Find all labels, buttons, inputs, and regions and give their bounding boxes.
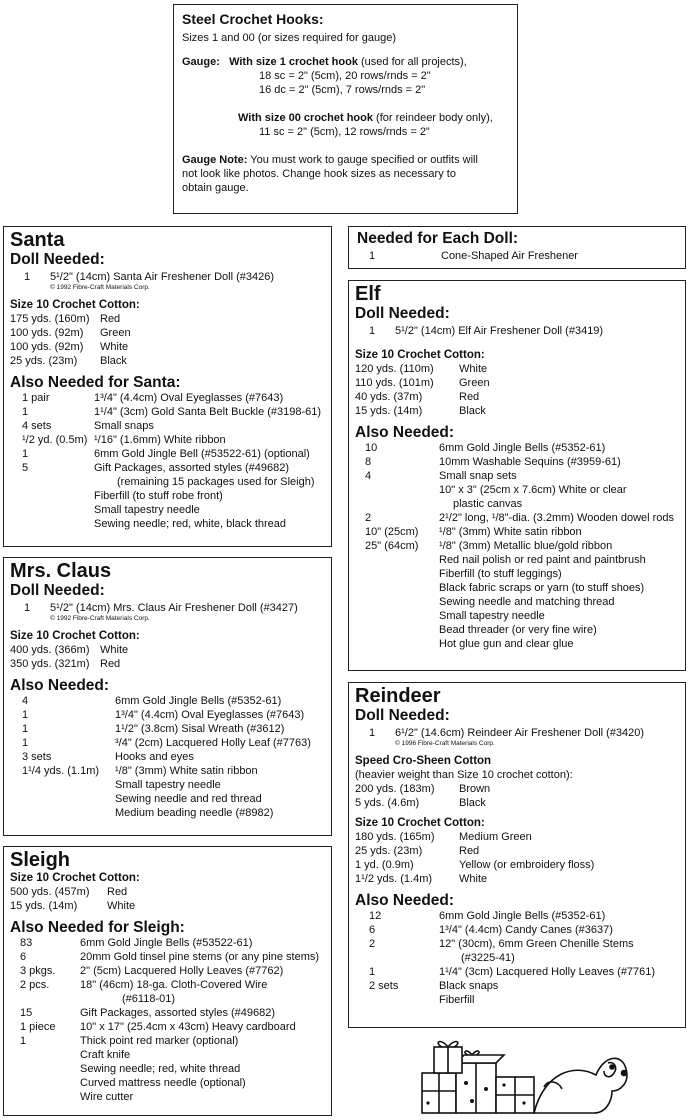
each-doll-heading: Needed for Each Doll: xyxy=(357,230,519,247)
mrs-claus-title: Mrs. Claus xyxy=(10,560,112,582)
gauge1-a: 18 sc = 2" (5cm), 20 rows/rnds = 2" xyxy=(259,70,431,82)
desc: Green xyxy=(100,327,131,339)
list-item xyxy=(355,844,679,858)
qty: 400 yds. (366m) xyxy=(10,644,90,656)
qty: 1¹/4 yds. (1.1m) xyxy=(22,765,100,777)
list-item xyxy=(10,1090,325,1104)
sleigh-cotton-heading: Size 10 Crochet Cotton: xyxy=(10,872,140,884)
qty: 25" (64cm) xyxy=(365,540,419,552)
list-item xyxy=(355,511,679,525)
list-item xyxy=(10,419,325,433)
gauge-note-3: obtain gauge. xyxy=(182,182,249,194)
desc: Small tapestry needle xyxy=(94,504,200,516)
mrs-doll-heading: Doll Needed: xyxy=(10,582,105,599)
qty: 120 yds. (110m) xyxy=(355,363,434,375)
hooks-title: Steel Crochet Hooks: xyxy=(182,11,324,27)
qty: 1¹/2 yds. (1.4m) xyxy=(355,873,433,885)
desc: Black fabric scraps or yarn (to stuff shoes) xyxy=(439,582,645,594)
qty: 3 pkgs. xyxy=(20,965,56,977)
reindeer-doll-heading: Doll Needed: xyxy=(355,707,450,724)
elf-box xyxy=(348,280,686,671)
desc: Black xyxy=(459,405,486,417)
list-item xyxy=(355,483,679,497)
desc: 6mm Gold Jingle Bell (#53522-61) (optional) xyxy=(94,448,310,460)
list-item xyxy=(355,553,679,567)
desc: White xyxy=(100,341,129,353)
qty: 1 xyxy=(369,727,376,739)
desc: Medium beading needle (#8982) xyxy=(115,807,274,819)
qty: 200 yds. (183m) xyxy=(355,783,435,795)
qty: 15 xyxy=(20,1007,33,1019)
desc: Cone-Shaped Air Freshener xyxy=(441,250,578,262)
qty: 1 xyxy=(24,602,31,614)
elf-cotton-list xyxy=(355,362,679,418)
hooks-sizes: Sizes 1 and 00 (or sizes required for gauge) xyxy=(182,32,397,44)
qty: 1 yd. (0.9m) xyxy=(355,859,414,871)
list-item xyxy=(355,872,679,886)
desc: 2¹/2" long, ¹/8"-dia. (3.2mm) Wooden dowel rods xyxy=(439,512,675,524)
list-item xyxy=(10,950,325,964)
qty: 1 xyxy=(24,271,31,283)
desc: Medium Green xyxy=(459,831,532,843)
desc: Hot glue gun and clear glue xyxy=(439,638,574,650)
list-item xyxy=(10,433,325,447)
list-item xyxy=(355,937,679,951)
qty: 110 yds. (101m) xyxy=(355,377,434,389)
desc: 5¹/2" (14cm) Mrs. Claus Air Freshener Doll (#3427) xyxy=(50,602,298,614)
desc: 12" (30cm), 6mm Green Chenille Stems xyxy=(439,938,634,950)
desc: Sewing needle; red, white thread xyxy=(80,1063,241,1075)
list-item xyxy=(355,390,679,404)
list-item xyxy=(355,404,679,418)
desc: ³/4" (2cm) Lacquered Holly Leaf (#7763) xyxy=(115,737,311,749)
desc: 1¹/2" (3.8cm) Sisal Wreath (#3612) xyxy=(115,723,285,735)
desc: Red xyxy=(100,658,121,670)
hooks-box xyxy=(173,4,518,214)
list-item xyxy=(10,326,325,340)
qty: 15 yds. (14m) xyxy=(355,405,423,417)
list-item xyxy=(355,951,679,965)
list-item xyxy=(355,595,679,609)
list-item xyxy=(355,539,679,553)
gauge-line-1 xyxy=(182,55,509,69)
desc: Wire cutter xyxy=(80,1091,134,1103)
dog-gifts-illustration xyxy=(412,1033,634,1117)
sleigh-title: Sleigh xyxy=(10,849,71,871)
qty: 4 xyxy=(365,470,372,482)
sleigh-also-list xyxy=(10,936,325,1104)
desc: 5¹/2" (14cm) Santa Air Freshener Doll (#3426) xyxy=(50,271,275,283)
santa-copyright: © 1992 Fibre-Craft Materials Corp. xyxy=(50,284,150,291)
list-item xyxy=(10,340,325,354)
santa-cotton-list xyxy=(10,312,325,368)
list-item xyxy=(10,736,325,750)
santa-cotton-heading: Size 10 Crochet Cotton: xyxy=(10,299,140,311)
mrs-also-heading: Also Needed: xyxy=(10,677,110,694)
desc: Curved mattress needle (optional) xyxy=(80,1077,246,1089)
list-item xyxy=(10,694,325,708)
qty: 8 xyxy=(365,456,372,468)
qty: 2 sets xyxy=(369,980,399,992)
qty: 5 xyxy=(22,462,29,474)
list-item xyxy=(10,978,325,992)
list-item xyxy=(10,503,325,517)
desc: 10" x 3" (25cm x 7.6cm) White or clear xyxy=(439,484,627,496)
list-item xyxy=(355,830,679,844)
qty: 1 xyxy=(22,406,29,418)
list-item xyxy=(355,376,679,390)
desc: ¹/8" (3mm) Metallic blue/gold ribbon xyxy=(439,540,613,552)
list-item xyxy=(355,782,679,796)
mrs-also-list xyxy=(10,694,325,820)
sleigh-also-heading: Also Needed for Sleigh: xyxy=(10,919,185,936)
gauge1-rest: (used for all projects), xyxy=(357,56,467,68)
list-item xyxy=(355,979,679,993)
desc: Craft knife xyxy=(80,1049,131,1061)
list-item xyxy=(355,609,679,623)
desc: 6mm Gold Jingle Bells (#5352-61) xyxy=(115,695,282,707)
desc: Red nail polish or red paint and paintbrush xyxy=(439,554,646,566)
qty: 5 yds. (4.6m) xyxy=(355,797,420,809)
qty: 1 xyxy=(369,966,376,978)
list-item xyxy=(10,475,325,489)
desc: 5¹/2" (14cm) Elf Air Freshener Doll (#3419) xyxy=(395,325,604,337)
desc: Sewing needle; red, white, black thread xyxy=(94,518,287,530)
desc: Hooks and eyes xyxy=(115,751,194,763)
desc: Yellow (or embroidery floss) xyxy=(459,859,595,871)
qty: 1 xyxy=(22,723,29,735)
desc: (remaining 15 packages used for Sleigh) xyxy=(117,476,315,488)
desc: Red xyxy=(459,845,480,857)
list-item xyxy=(10,992,325,1006)
mrs-copyright: © 1992 Fibre-Craft Materials Corp. xyxy=(50,615,150,622)
list-item xyxy=(10,643,325,657)
desc: (#3225-41) xyxy=(461,952,515,964)
list-item xyxy=(10,806,325,820)
qty: 1 xyxy=(22,737,29,749)
qty: 25 yds. (23m) xyxy=(10,355,78,367)
list-item xyxy=(10,764,325,778)
desc: White xyxy=(100,644,129,656)
desc: 20mm Gold tinsel pine stems (or any pine stems) xyxy=(80,951,320,963)
qty: 4 xyxy=(22,695,29,707)
list-item xyxy=(10,354,325,368)
sleigh-box xyxy=(3,846,332,1116)
qty: 2 xyxy=(365,512,372,524)
desc: ¹/8" (3mm) White satin ribbon xyxy=(439,526,582,538)
desc: 18" (46cm) 18-ga. Cloth-Covered Wire xyxy=(80,979,268,991)
desc: Fiberfill (to stuff robe front) xyxy=(94,490,223,502)
list-item xyxy=(10,461,325,475)
desc: 6mm Gold Jingle Bells (#5352-61) xyxy=(439,910,606,922)
mrs-cotton-heading: Size 10 Crochet Cotton: xyxy=(10,630,140,642)
list-item xyxy=(10,1076,325,1090)
list-item xyxy=(10,708,325,722)
qty: 1 pair xyxy=(22,392,50,404)
desc: Small snap sets xyxy=(439,470,517,482)
desc: 6mm Gold Jingle Bells (#53522-61) xyxy=(80,937,253,949)
list-item xyxy=(10,391,325,405)
desc: 2" (5cm) Lacquered Holly Leaves (#7762) xyxy=(80,965,284,977)
list-item xyxy=(10,517,325,531)
reindeer-speed-note: (heavier weight than Size 10 crochet cotton): xyxy=(355,769,573,781)
elf-title: Elf xyxy=(355,283,381,305)
desc: Gift Packages, assorted styles (#49682) xyxy=(94,462,290,474)
list-item xyxy=(10,1062,325,1076)
qty: 1 xyxy=(369,250,376,262)
list-item xyxy=(355,525,679,539)
gauge-note-1 xyxy=(182,153,509,167)
list-item xyxy=(355,362,679,376)
qty: 25 yds. (23m) xyxy=(355,845,423,857)
gauge-note-2: not look like photos. Change hook sizes as necessary to xyxy=(182,168,456,180)
list-item xyxy=(10,885,325,899)
gauge-note-label: Gauge Note: xyxy=(182,154,248,166)
reindeer-speed-list xyxy=(355,782,679,810)
qty: 1 xyxy=(369,325,376,337)
list-item xyxy=(355,637,679,651)
qty: 1 xyxy=(20,1035,27,1047)
desc: ¹/8" (3mm) White satin ribbon xyxy=(115,765,258,777)
qty: 6 xyxy=(369,924,376,936)
desc: Red xyxy=(100,313,121,325)
qty: 2 pcs. xyxy=(20,979,50,991)
qty: 350 yds. (321m) xyxy=(10,658,90,670)
desc: Fiberfill xyxy=(439,994,475,1006)
gauge1-bold: With size 1 crochet hook xyxy=(229,56,358,68)
mrs-doll xyxy=(10,601,325,615)
desc: plastic canvas xyxy=(453,498,523,510)
reindeer-cotton-heading: Size 10 Crochet Cotton: xyxy=(355,817,485,829)
list-item xyxy=(10,489,325,503)
list-item xyxy=(10,750,325,764)
desc: 1¹/4" (3cm) Gold Santa Belt Buckle (#3198-61) xyxy=(94,406,322,418)
qty: 4 sets xyxy=(22,420,52,432)
mrs-cotton-list xyxy=(10,643,325,671)
list-item xyxy=(10,1034,325,1048)
santa-also-list xyxy=(10,391,325,531)
list-item xyxy=(355,441,679,455)
list-item xyxy=(10,722,325,736)
desc: 1³/4" (4.4cm) Candy Canes (#3637) xyxy=(439,924,613,936)
desc: Small tapestry needle xyxy=(115,779,221,791)
qty: 1 piece xyxy=(20,1021,56,1033)
qty: 175 yds. (160m) xyxy=(10,313,90,325)
santa-doll xyxy=(10,270,325,284)
desc: Bead threader (or very fine wire) xyxy=(439,624,597,636)
qty: 10" (25cm) xyxy=(365,526,419,538)
desc: Small tapestry needle xyxy=(439,610,545,622)
list-item xyxy=(10,312,325,326)
elf-cotton-heading: Size 10 Crochet Cotton: xyxy=(355,349,485,361)
list-item xyxy=(10,792,325,806)
list-item xyxy=(10,1006,325,1020)
list-item xyxy=(10,405,325,419)
reindeer-box xyxy=(348,682,686,1028)
qty: ¹/2 yd. (0.5m) xyxy=(22,434,88,446)
desc: Brown xyxy=(459,783,491,795)
santa-also-heading: Also Needed for Santa: xyxy=(10,374,181,391)
list-item xyxy=(355,923,679,937)
list-item xyxy=(355,581,679,595)
list-item xyxy=(10,1048,325,1062)
desc: Black snaps xyxy=(439,980,499,992)
santa-title: Santa xyxy=(10,229,65,251)
desc: 1³/4" (4.4cm) Oval Eyeglasses (#7643) xyxy=(115,709,305,721)
mrs-claus-box xyxy=(3,557,332,836)
desc: 1¹/4" (3cm) Lacquered Holly Leaves (#7761) xyxy=(439,966,656,978)
reindeer-copyright: © 1996 Fibre-Craft Materials Corp. xyxy=(395,740,495,747)
list-item xyxy=(10,657,325,671)
list-item xyxy=(10,447,325,461)
qty: 6 xyxy=(20,951,27,963)
qty: 2 xyxy=(369,938,376,950)
desc: Sewing needle and red thread xyxy=(115,793,262,805)
qty: 12 xyxy=(369,910,382,922)
gauge-label: Gauge: xyxy=(182,56,220,68)
desc: ¹/16" (1.6mm) White ribbon xyxy=(94,434,226,446)
desc: Small snaps xyxy=(94,420,154,432)
reindeer-speed-heading: Speed Cro-Sheen Cotton xyxy=(355,755,492,767)
list-item xyxy=(355,469,679,483)
desc: White xyxy=(459,873,488,885)
gauge2-bold: With size 00 crochet hook xyxy=(238,112,373,124)
qty: 100 yds. (92m) xyxy=(10,341,84,353)
list-item xyxy=(355,623,679,637)
desc: (#6118-01) xyxy=(122,993,175,1005)
gauge2-rest: (for reindeer body only), xyxy=(373,112,493,124)
gauge2-a: 11 sc = 2" (5cm), 12 rows/rnds = 2" xyxy=(259,126,430,138)
list-item xyxy=(355,567,679,581)
reindeer-also-list xyxy=(355,909,679,1007)
elf-doll-heading: Doll Needed: xyxy=(355,305,450,322)
desc: Thick point red marker (optional) xyxy=(80,1035,239,1047)
gauge-line-2 xyxy=(182,111,509,125)
list-item xyxy=(355,455,679,469)
desc: 10" x 17" (25.4cm x 43cm) Heavy cardboard xyxy=(80,1021,296,1033)
desc: Green xyxy=(459,377,490,389)
desc: Red xyxy=(459,391,480,403)
qty: 1 xyxy=(22,709,29,721)
qty: 3 sets xyxy=(22,751,52,763)
reindeer-also-heading: Also Needed: xyxy=(355,892,455,909)
list-item xyxy=(355,497,679,511)
desc: White xyxy=(459,363,488,375)
list-item xyxy=(355,909,679,923)
desc: 10mm Washable Sequins (#3959-61) xyxy=(439,456,621,468)
santa-doll-heading: Doll Needed: xyxy=(10,251,105,268)
reindeer-doll xyxy=(355,726,679,740)
qty: 180 yds. (165m) xyxy=(355,831,435,843)
elf-also-heading: Also Needed: xyxy=(355,424,455,441)
qty: 40 yds. (37m) xyxy=(355,391,423,403)
reindeer-cotton-list xyxy=(355,830,679,886)
list-item xyxy=(10,1020,325,1034)
sleigh-cotton-list xyxy=(10,885,325,913)
reindeer-title: Reindeer xyxy=(355,685,441,707)
list-item xyxy=(10,778,325,792)
list-item xyxy=(10,964,325,978)
qty: 500 yds. (457m) xyxy=(10,886,90,898)
desc: Black xyxy=(100,355,127,367)
list-item xyxy=(355,858,679,872)
list-item xyxy=(355,796,679,810)
desc: Fiberfill (to stuff leggings) xyxy=(439,568,562,580)
list-item xyxy=(10,936,325,950)
list-item xyxy=(10,899,325,913)
gauge1-b: 16 dc = 2" (5cm), 7 rows/rnds = 2" xyxy=(259,84,426,96)
list-item xyxy=(355,993,679,1007)
desc: Gift Packages, assorted styles (#49682) xyxy=(80,1007,276,1019)
qty: 83 xyxy=(20,937,33,949)
desc: 6mm Gold Jingle Bells (#5352-61) xyxy=(439,442,606,454)
desc: 6¹/2" (14.6cm) Reindeer Air Freshener Doll (#3420) xyxy=(395,727,645,739)
elf-doll xyxy=(355,324,679,338)
desc: White xyxy=(107,900,136,912)
desc: 1³/4" (4.4cm) Oval Eyeglasses (#7643) xyxy=(94,392,284,404)
each-doll-box xyxy=(348,226,686,269)
each-doll-item xyxy=(357,249,677,263)
qty: 10 xyxy=(365,442,378,454)
qty: 15 yds. (14m) xyxy=(10,900,78,912)
santa-box xyxy=(3,226,332,547)
qty: 1 xyxy=(22,448,29,460)
list-item xyxy=(355,965,679,979)
desc: Red xyxy=(107,886,128,898)
elf-also-list xyxy=(355,441,679,651)
qty: 100 yds. (92m) xyxy=(10,327,84,339)
desc: Black xyxy=(459,797,486,809)
desc: Sewing needle and matching thread xyxy=(439,596,615,608)
gauge-note-text-1: You must work to gauge specified or outfits will xyxy=(247,154,478,166)
